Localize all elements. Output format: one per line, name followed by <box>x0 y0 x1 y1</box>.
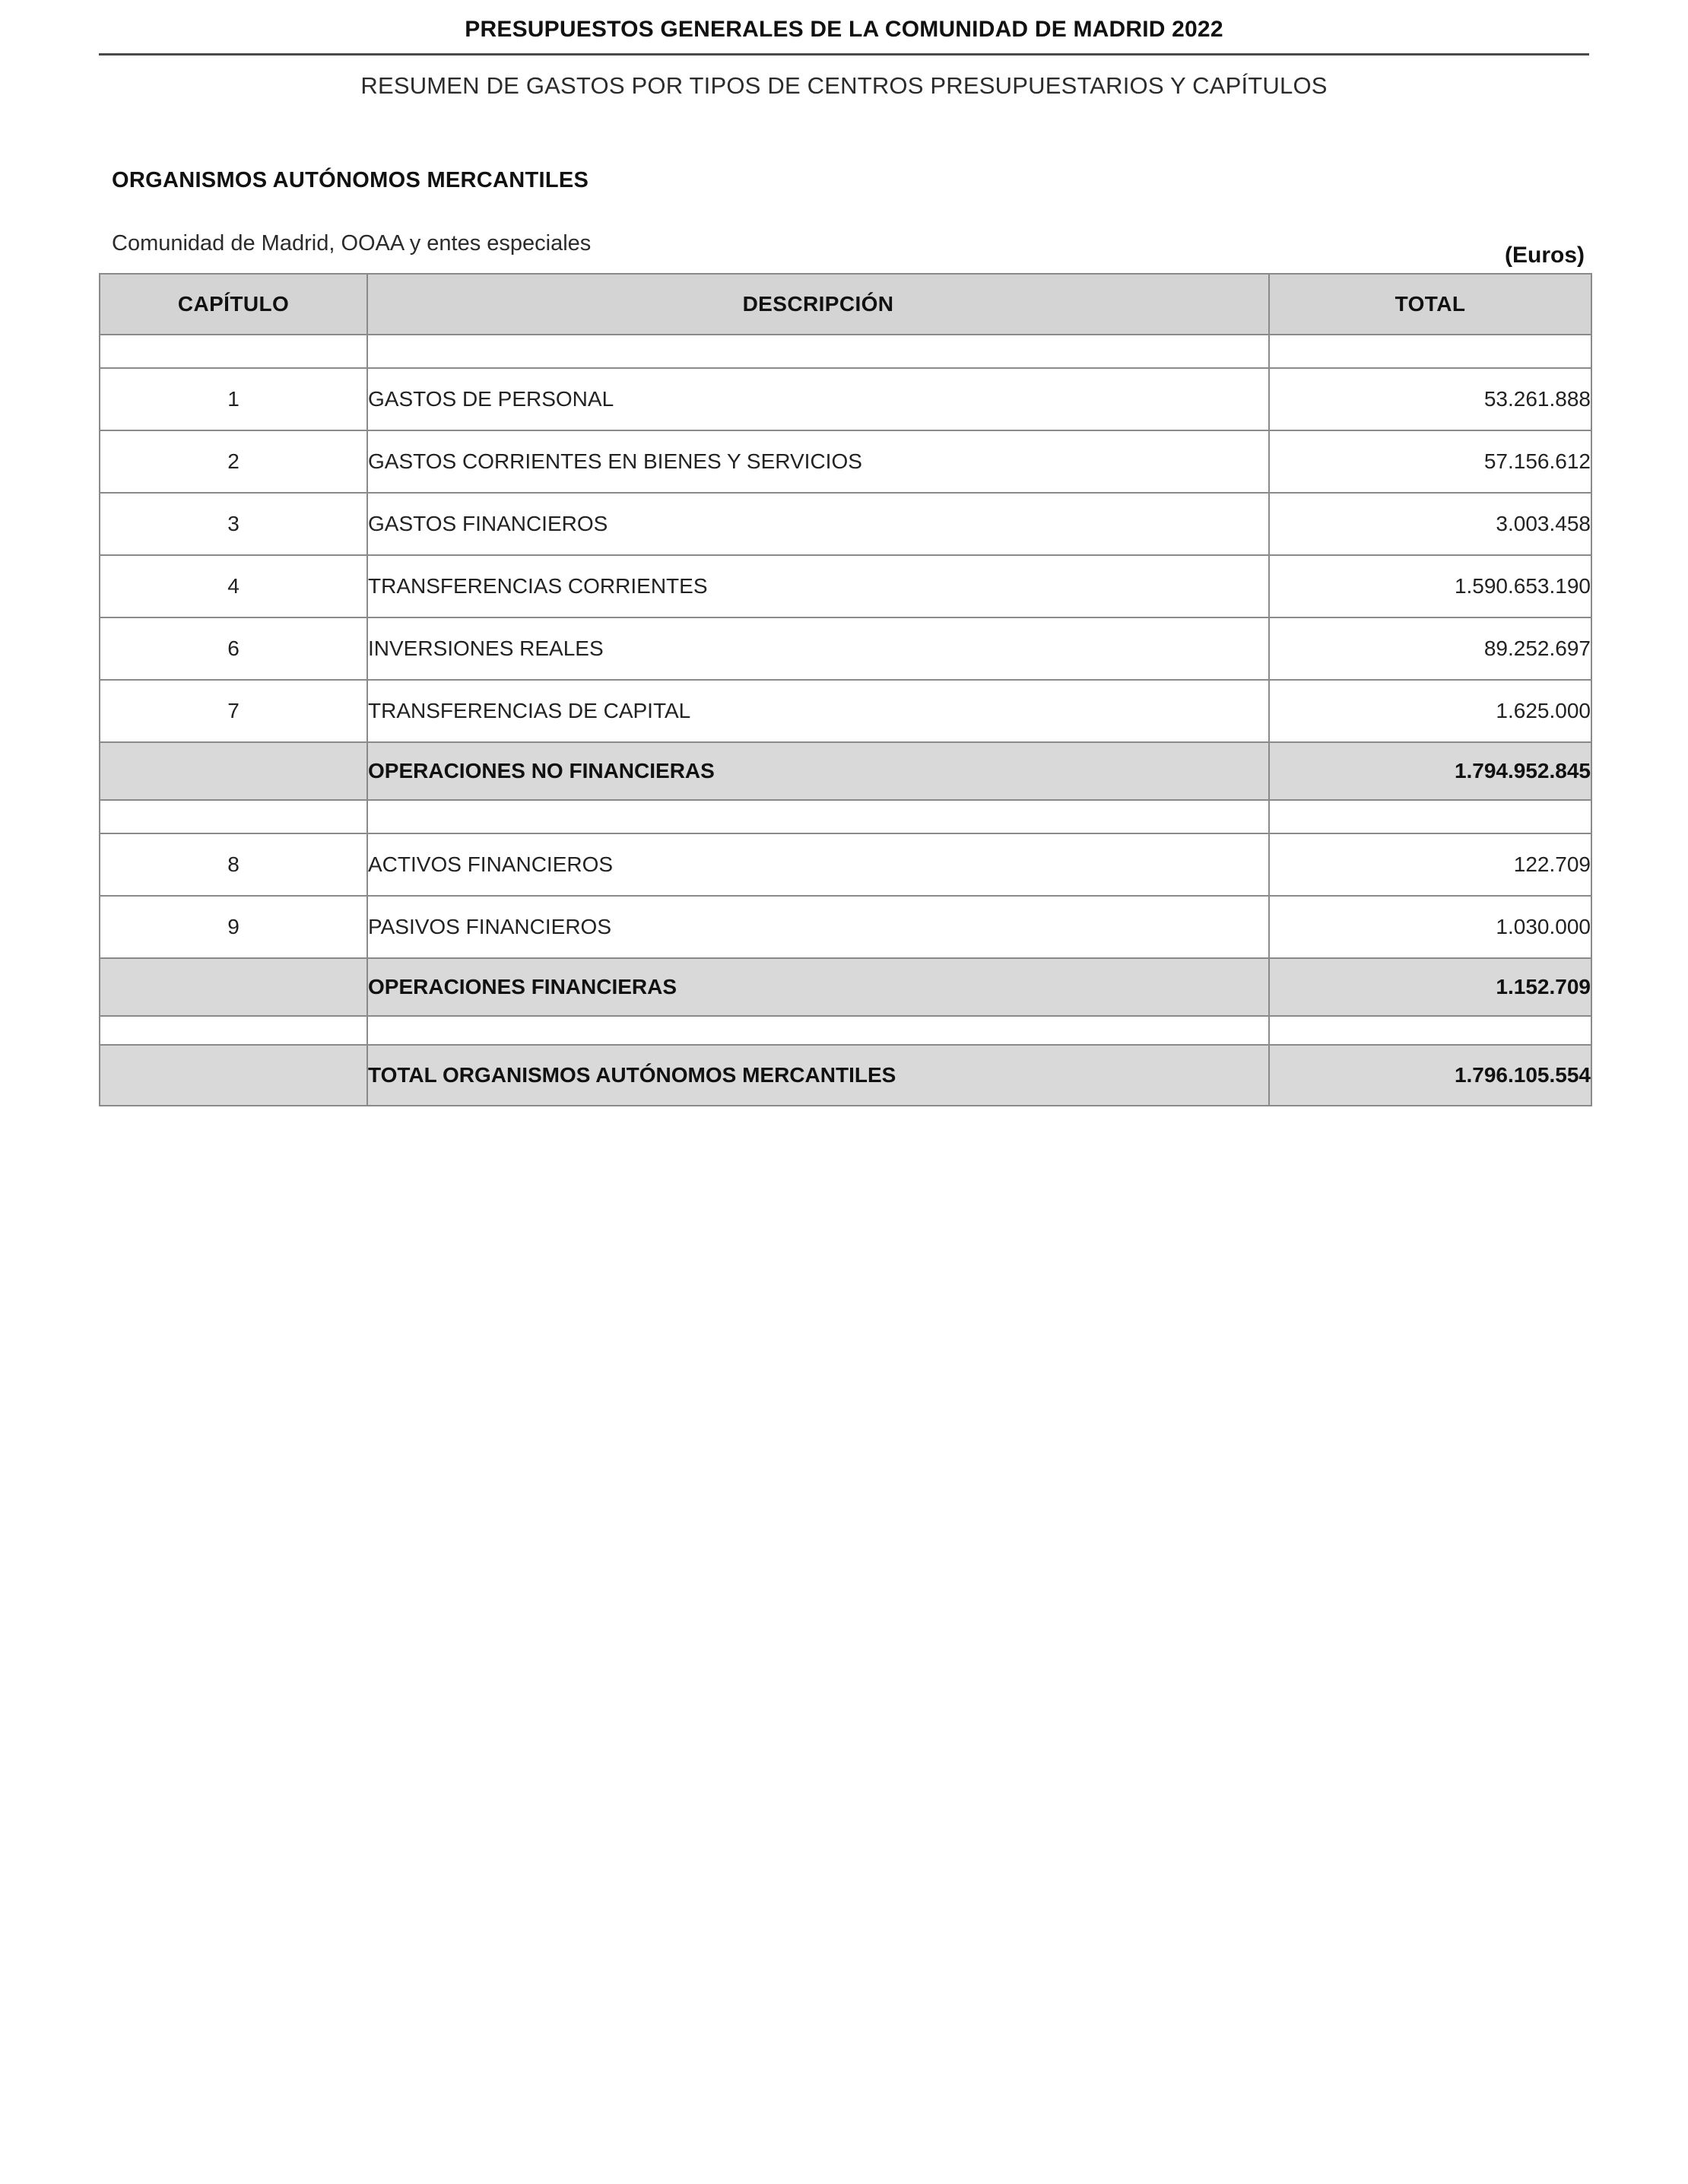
cell-total: 53.261.888 <box>1269 368 1591 430</box>
cell-chapter: 6 <box>100 617 367 680</box>
cell-description: GASTOS CORRIENTES EN BIENES Y SERVICIOS <box>367 430 1269 493</box>
spacer-row <box>100 800 1591 833</box>
cell-total: 122.709 <box>1269 833 1591 896</box>
spacer-cell <box>367 800 1269 833</box>
table-row <box>100 896 1591 958</box>
cell-description: TOTAL ORGANISMOS AUTÓNOMOS MERCANTILES <box>367 1045 1269 1106</box>
document-header <box>99 0 1589 100</box>
section-title: ORGANISMOS AUTÓNOMOS MERCANTILES <box>112 168 589 192</box>
currency-units-label: (Euros) <box>1505 243 1585 268</box>
table-row <box>100 555 1591 617</box>
cell-total: 3.003.458 <box>1269 493 1591 555</box>
column-header-total: TOTAL <box>1269 274 1591 335</box>
spacer-cell <box>367 1016 1269 1045</box>
cell-chapter: 7 <box>100 680 367 742</box>
cell-total: 1.796.105.554 <box>1269 1045 1591 1106</box>
document-subtitle: RESUMEN DE GASTOS POR TIPOS DE CENTROS PRESUPUESTARIOS Y CAPÍTULOS <box>360 72 1328 99</box>
cell-description: OPERACIONES NO FINANCIERAS <box>367 742 1269 800</box>
cell-chapter <box>100 742 367 800</box>
entity-label: Comunidad de Madrid, OOAA y entes especiales <box>112 231 592 256</box>
document-title: PRESUPUESTOS GENERALES DE LA COMUNIDAD DE MADRID 2022 <box>465 17 1223 42</box>
spacer-row <box>100 335 1591 368</box>
cell-description: TRANSFERENCIAS DE CAPITAL <box>367 680 1269 742</box>
cell-chapter: 8 <box>100 833 367 896</box>
cell-chapter: 3 <box>100 493 367 555</box>
subtotal-row-financial <box>100 958 1591 1016</box>
cell-chapter: 1 <box>100 368 367 430</box>
cell-total: 1.625.000 <box>1269 680 1591 742</box>
cell-description: INVERSIONES REALES <box>367 617 1269 680</box>
cell-description: PASIVOS FINANCIEROS <box>367 896 1269 958</box>
cell-chapter <box>100 958 367 1016</box>
cell-total: 1.152.709 <box>1269 958 1591 1016</box>
spacer-cell <box>100 800 367 833</box>
spacer-cell <box>367 335 1269 368</box>
cell-chapter: 2 <box>100 430 367 493</box>
cell-total: 1.590.653.190 <box>1269 555 1591 617</box>
cell-description: GASTOS FINANCIEROS <box>367 493 1269 555</box>
budget-table <box>99 273 1592 1106</box>
spacer-cell <box>1269 1016 1591 1045</box>
spacer-cell <box>1269 800 1591 833</box>
cell-chapter: 9 <box>100 896 367 958</box>
column-header-chapter: CAPÍTULO <box>100 274 367 335</box>
cell-description: OPERACIONES FINANCIERAS <box>367 958 1269 1016</box>
cell-description: ACTIVOS FINANCIEROS <box>367 833 1269 896</box>
column-header-description: DESCRIPCIÓN <box>367 274 1269 335</box>
spacer-cell <box>1269 335 1591 368</box>
table-row <box>100 368 1591 430</box>
cell-total: 57.156.612 <box>1269 430 1591 493</box>
cell-description: GASTOS DE PERSONAL <box>367 368 1269 430</box>
cell-total: 89.252.697 <box>1269 617 1591 680</box>
cell-chapter <box>100 1045 367 1106</box>
table-meta-row <box>112 231 1589 268</box>
cell-total: 1.794.952.845 <box>1269 742 1591 800</box>
spacer-cell <box>100 1016 367 1045</box>
table-header-row <box>100 274 1591 335</box>
subtotal-row-non-financial <box>100 742 1591 800</box>
table-row <box>100 680 1591 742</box>
cell-total: 1.030.000 <box>1269 896 1591 958</box>
cell-description: TRANSFERENCIAS CORRIENTES <box>367 555 1269 617</box>
grand-total-row <box>100 1045 1591 1106</box>
table-row <box>100 833 1591 896</box>
table-row <box>100 430 1591 493</box>
cell-chapter: 4 <box>100 555 367 617</box>
table-row <box>100 617 1591 680</box>
spacer-row <box>100 1016 1591 1045</box>
table-row <box>100 493 1591 555</box>
spacer-cell <box>100 335 367 368</box>
